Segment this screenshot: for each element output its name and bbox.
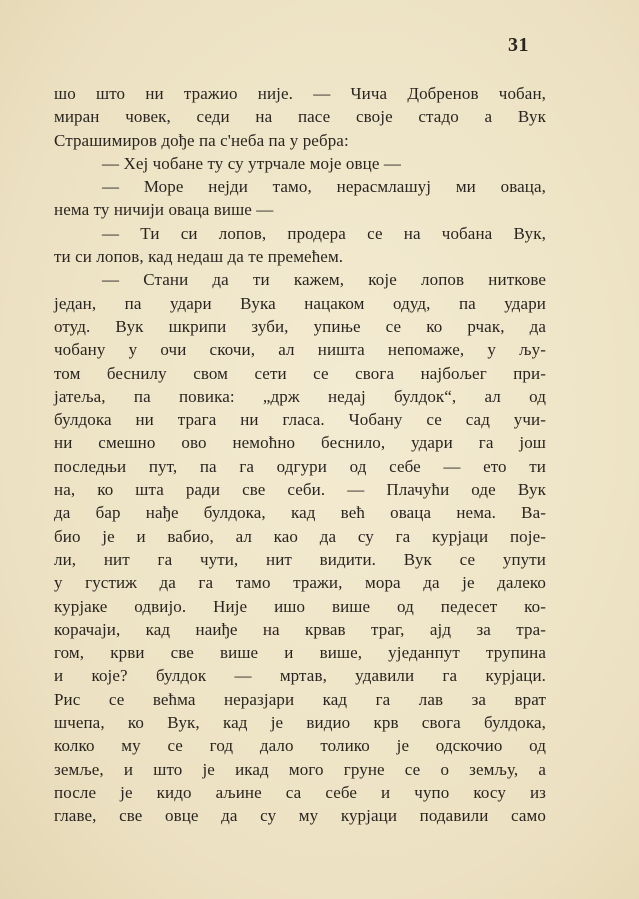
text-line: да бар нађе булдока, кад већ оваца нема. Ва-: [54, 503, 546, 523]
text-line: земље, и што је икад мого груне се о земљу, а: [54, 759, 546, 779]
text-line: корачаји, кад наиђе на крвав траг, ајд за тра-: [54, 619, 546, 639]
text-line: ти си лопов, кад недаш да те премећем.: [54, 247, 344, 267]
text-line: био је и вабио, ал као да су га курјаци поје-: [54, 526, 546, 546]
text-line: чобану у очи скочи, ал ништа непомаже, у љу-: [54, 340, 546, 360]
text-line: ли, нит га чути, нит видити. Вук се упути: [54, 549, 546, 569]
text-line: главе, све овце да су му курјаци подавили само: [54, 806, 546, 826]
text-line: шчепа, ко Вук, кад је видио крв свога булдока,: [54, 713, 546, 733]
page-number: 31: [508, 34, 529, 56]
text-line: Страшимиров дође па с'неба па у ребра:: [54, 130, 349, 150]
text-line: том беснилу свом сети се свога најбољег при-: [54, 363, 546, 383]
text-line: колко му се год дало толико је одскочио од: [54, 736, 546, 756]
text-line: миран човек, седи на пасе своје стадо а Вук: [54, 107, 546, 127]
text-line: и које? булдок — мртав, удавили га курјаци.: [54, 666, 546, 686]
text-line: — Стани да ти кажем, које лопов ниткове: [102, 270, 546, 290]
text-line: отуд. Вук шкрипи зуби, упиње се ко рчак, да: [54, 316, 546, 336]
text-line: последњи пут, па га одгури од себе — ето ти: [54, 456, 546, 476]
text-line: ни смешно ово немоћно беснило, удари га још: [54, 433, 546, 453]
text-line: — Ти си лопов, продера се на чобана Вук,: [102, 223, 546, 243]
text-line: гом, крви све више и више, уједанпут трупина: [54, 643, 546, 663]
text-line: на, ко шта ради све себи. — Плачући оде Вук: [54, 480, 546, 500]
text-line: после је кидо аљине са себе и чупо косу из: [54, 782, 546, 802]
text-line: шо што ни тражио није. — Чича Добренов чобан,: [54, 84, 546, 103]
text-line: у густиж да га тамо тражи, мора да је далеко: [54, 573, 546, 593]
text-line: Рис се већма неразјари кад га лав за врат: [54, 689, 546, 709]
text-line: курјаке одвијо. Није ишо више од педесет ко-: [54, 596, 546, 616]
page-text: [54, 82, 546, 828]
text-line: — Море нејди тамо, нерасмлашуј ми оваца,: [102, 177, 546, 197]
text-line: — Хеј чобане ту су утрчале моје овце —: [102, 153, 401, 173]
text-line: један, па удари Вука нацаком одуд, па удари: [54, 293, 546, 313]
text-line: булдока ни трага ни гласа. Чобану се сад учи-: [54, 410, 546, 430]
text-line: нема ту ничији оваца више —: [54, 200, 274, 220]
text-line: јатеља, па повика: „држ недај булдок“, ал од: [54, 386, 546, 406]
